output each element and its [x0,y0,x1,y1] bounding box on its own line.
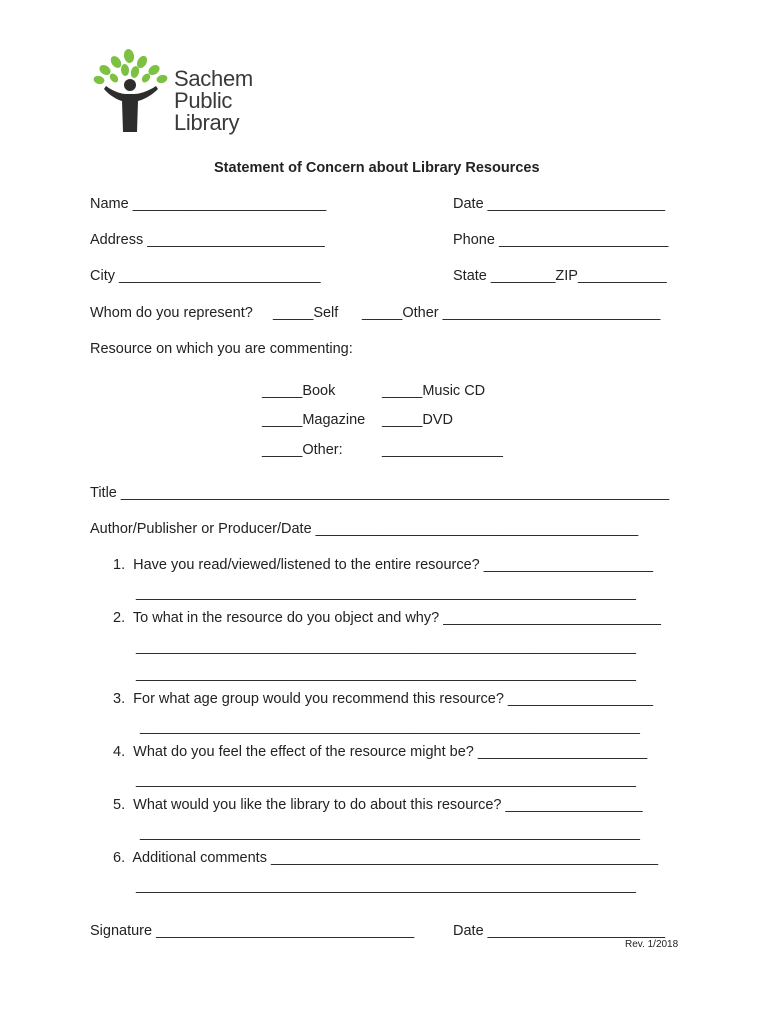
question-4-line[interactable]: ______________________________________________________________ [136,772,636,788]
question-2[interactable]: 2. To what in the resource do you object and why? ___________________________ [113,610,661,626]
question-3-line[interactable]: ______________________________________________________________ [140,719,640,735]
question-3[interactable]: 3. For what age group would you recommend this resource? __________________ [113,691,654,707]
date-field-bottom[interactable]: Date ______________________ [453,923,666,939]
option-dvd[interactable]: _____DVD [382,412,453,428]
city-field[interactable]: City _________________________ [90,268,321,284]
question-2-line-b[interactable]: ______________________________________________________________ [136,666,636,682]
option-music-cd[interactable]: _____Music CD [382,383,486,399]
question-5-line[interactable]: ______________________________________________________________ [140,825,640,841]
question-2-line-a[interactable]: ______________________________________________________________ [136,639,636,655]
form-title: Statement of Concern about Library Resources [214,160,540,176]
question-5[interactable]: 5. What would you like the library to do about this resource? _________________ [113,797,643,813]
logo-line-1: Sachem [174,66,253,91]
date-field-top[interactable]: Date ______________________ [453,196,666,212]
revision-label: Rev. 1/2018 [625,939,679,950]
name-field[interactable]: Name ________________________ [90,196,327,212]
question-1[interactable]: 1. Have you read/viewed/listened to the entire resource? _____________________ [113,557,654,573]
tree-figure-icon [92,48,174,136]
question-1-line[interactable]: ______________________________________________________________ [136,585,636,601]
logo-line-2: Public [174,88,233,113]
question-6-line[interactable]: ______________________________________________________________ [136,878,636,894]
question-6[interactable]: 6. Additional comments ________________________________________________ [113,850,659,866]
option-book[interactable]: _____Book [262,383,336,399]
question-4[interactable]: 4. What do you feel the effect of the resource might be? _____________________ [113,744,648,760]
title-field[interactable]: Title ____________________________________________________________________ [90,485,670,501]
option-magazine[interactable]: _____Magazine [262,412,366,428]
logo-line-3: Library [174,110,240,135]
whom-prompt: Whom do you represent? [90,305,253,321]
author-field[interactable]: Author/Publisher or Producer/Date ________________________________________ [90,521,639,537]
resource-prompt: Resource on which you are commenting: [90,341,353,357]
phone-field[interactable]: Phone _____________________ [453,232,669,248]
state-zip-field[interactable]: State ________ZIP___________ [453,268,667,284]
whom-other-option[interactable]: _____Other ___________________________ [362,305,661,321]
signature-field[interactable]: Signature ________________________________ [90,923,415,939]
address-field[interactable]: Address ______________________ [90,232,325,248]
option-other[interactable]: _____Other: [262,442,343,458]
option-other-blank[interactable]: _______________ [382,442,503,458]
library-logo [92,48,262,140]
whom-self-option[interactable]: _____Self [273,305,339,321]
